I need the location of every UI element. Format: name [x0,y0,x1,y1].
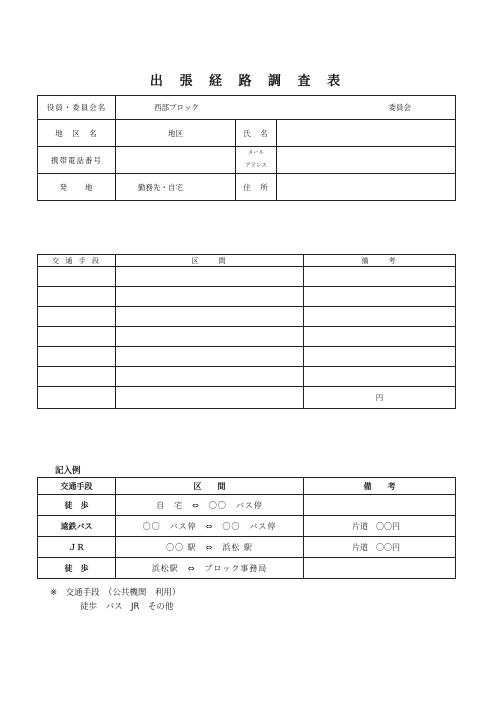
mode-cell: 徒 歩 [38,558,116,579]
role-field[interactable] [116,96,456,120]
section-cell[interactable] [116,387,304,409]
note-cell[interactable] [304,367,456,387]
table-row [38,558,456,579]
yen-unit: 円 [375,393,384,402]
section-cell[interactable] [116,327,304,347]
committee-value: 委員会 [388,103,411,112]
example-header-note: 備 考 [304,478,456,495]
table-row [38,367,456,387]
table-row [38,537,456,558]
note-cell[interactable] [304,347,456,367]
section-cell: 浜松駅 ⇔ ブロック事務局 [116,558,304,579]
mode-cell[interactable] [38,367,116,387]
section-cell[interactable] [116,347,304,367]
section-cell[interactable] [116,367,304,387]
section-cell: 自 宅 ⇔ 〇〇 バス停 [116,495,304,516]
note-cell[interactable] [304,327,456,347]
route-header-section: 区 間 [116,255,304,267]
role-label: 役員・委員会名 [38,96,116,120]
note-cell: 片道 〇〇円 [304,516,456,537]
mode-cell[interactable] [38,267,116,287]
area-value: 地区 [168,128,183,138]
address-field[interactable] [277,174,456,201]
origin-value: 勤務先・自宅 [138,182,183,192]
note-cell[interactable] [304,307,456,327]
example-label: 記入例 [55,466,81,476]
section-cell[interactable] [116,287,304,307]
table-row [38,347,456,367]
table-row [38,387,456,409]
mode-cell[interactable] [38,347,116,367]
mode-cell[interactable] [38,307,116,327]
footnote-line1: ※ 交通手段 （公共機関 利用） [50,588,181,598]
origin-label: 発 地 [38,174,116,201]
note-cell[interactable] [304,267,456,287]
page-title: 出 張 経 路 調 査 表 [149,74,347,89]
phone-field[interactable] [116,147,236,174]
mail-label [236,147,277,174]
mode-cell: 徒 歩 [38,495,116,516]
route-table [37,254,456,409]
table-row [38,495,456,516]
note-cell[interactable] [304,287,456,307]
note-cell [304,495,456,516]
mode-cell[interactable] [38,287,116,307]
name-field[interactable] [277,120,456,147]
mail-field[interactable] [277,147,456,174]
mode-cell[interactable] [38,387,116,409]
example-header-mode: 交通手段 [38,478,116,495]
table-row [38,327,456,347]
phone-label: 携帯電話番号 [38,147,116,174]
table-row [38,267,456,287]
mode-cell: 遠鉄バス [38,516,116,537]
name-label: 氏 名 [236,120,277,147]
info-table [37,95,456,201]
route-header-note: 備 考 [304,255,456,267]
note-cell [304,558,456,579]
section-cell[interactable] [116,267,304,287]
footnote-line2: 徒歩 バス JR その他 [80,602,174,612]
area-label: 地 区 名 [38,120,116,147]
mail-label-line1: メール [247,150,265,156]
total-cell[interactable] [304,387,456,409]
mode-cell[interactable] [38,327,116,347]
address-label: 住 所 [236,174,277,201]
origin-field[interactable] [116,174,236,201]
example-table [37,477,456,579]
note-cell: 片道 〇〇円 [304,537,456,558]
mode-cell: ＪＲ [38,537,116,558]
route-header-mode: 交 通 手 段 [38,255,116,267]
section-cell: 〇〇 駅 ⇔ 浜松 駅 [116,537,304,558]
section-cell[interactable] [116,307,304,327]
role-value: 西部ブロック [154,103,199,112]
area-field[interactable] [116,120,236,147]
table-row [38,287,456,307]
table-row [38,516,456,537]
table-row [38,307,456,327]
mail-label-line2: アドレス [245,163,267,169]
example-header-section: 区 間 [116,478,304,495]
section-cell: 〇〇 バス停 ⇔ 〇〇 バス停 [116,516,304,537]
